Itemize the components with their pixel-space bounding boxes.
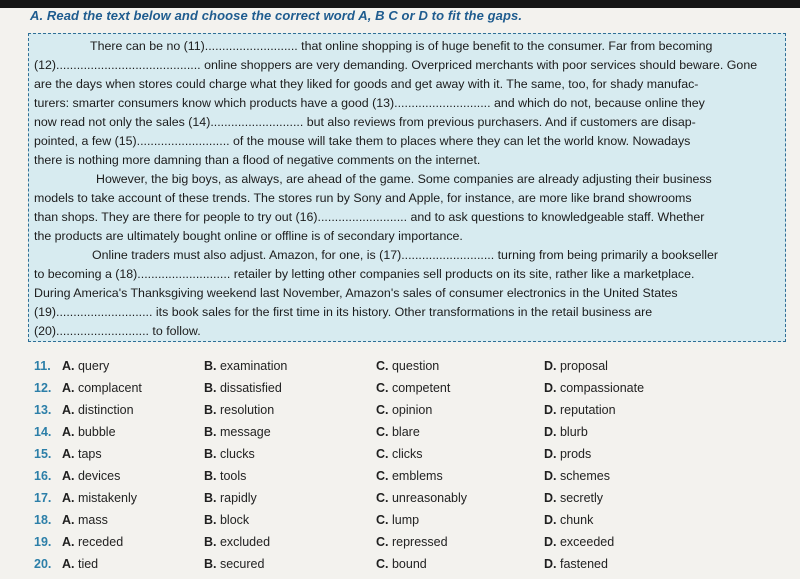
passage-line: than shops. They are there for people to try out (16).......................... and to ask questions to knowledgeable staff. Whether xyxy=(34,210,705,224)
passage-line: However, the big boys, as always, are ahead of the game. Some companies are already adjusting their business xyxy=(96,172,712,186)
option-c[interactable]: C. competent xyxy=(376,381,451,395)
option-b[interactable]: B. block xyxy=(204,513,250,527)
option-d[interactable]: D. compassionate xyxy=(544,381,645,395)
question-number: 19. xyxy=(34,535,52,549)
option-a[interactable]: A. devices xyxy=(62,469,121,483)
option-d[interactable]: D. chunk xyxy=(544,513,594,527)
passage-line: now read not only the sales (14)........................... but also reviews from previous purchasers. And if customers are disap- xyxy=(34,115,696,129)
question-number: 16. xyxy=(34,469,52,483)
question-number: 20. xyxy=(34,557,52,571)
option-d[interactable]: D. schemes xyxy=(544,469,611,483)
option-d[interactable]: D. exceeded xyxy=(544,535,615,549)
option-a[interactable]: A. bubble xyxy=(62,425,116,439)
passage-line: there is nothing more damning than a flood of negative comments on the internet. xyxy=(34,153,481,167)
option-a[interactable]: A. complacent xyxy=(62,381,142,395)
passage-line: There can be no (11)........................... that online shopping is of huge benefit to the consumer. Far from becoming xyxy=(90,39,713,53)
option-d[interactable]: D. blurb xyxy=(544,425,588,439)
option-b[interactable]: B. examination xyxy=(204,359,288,373)
option-c[interactable]: C. emblems xyxy=(376,469,443,483)
passage-line: pointed, a few (15)........................... of the mouse will take them to places where they can let the world know. Nowadays xyxy=(34,134,691,148)
option-d[interactable]: D. proposal xyxy=(544,359,608,373)
option-d[interactable]: D. reputation xyxy=(544,403,616,417)
option-c[interactable]: C. lump xyxy=(376,513,420,527)
option-b[interactable]: B. excluded xyxy=(204,535,271,549)
option-a[interactable]: A. query xyxy=(62,359,110,373)
option-c[interactable]: C. question xyxy=(376,359,440,373)
option-b[interactable]: B. secured xyxy=(204,557,265,571)
passage-line: (19)............................ its book sales for the first time in its history. Other transformations in the retail business are xyxy=(34,305,653,319)
passage-line: (20)........................... to follow. xyxy=(34,324,201,338)
question-number: 15. xyxy=(34,447,52,461)
question-number: 12. xyxy=(34,381,52,395)
option-d[interactable]: D. fastened xyxy=(544,557,608,571)
top-bar xyxy=(0,0,800,8)
question-number: 18. xyxy=(34,513,52,527)
passage-line: Online traders must also adjust. Amazon, for one, is (17)........................... turning from being primarily a bookseller xyxy=(92,248,718,262)
question-number: 13. xyxy=(34,403,52,417)
option-a[interactable]: A. distinction xyxy=(62,403,134,417)
option-b[interactable]: B. tools xyxy=(204,469,247,483)
option-c[interactable]: C. clicks xyxy=(376,447,423,461)
passage-line: turers: smarter consumers know which products have a good (13)............................ and which do not, because online they xyxy=(34,96,705,110)
question-number: 14. xyxy=(34,425,52,439)
option-a[interactable]: A. mass xyxy=(62,513,108,527)
option-a[interactable]: A. mistakenly xyxy=(62,491,138,505)
passage-line: the products are ultimately bought online or offline is of secondary importance. xyxy=(34,229,463,243)
option-a[interactable]: A. tied xyxy=(62,557,99,571)
option-b[interactable]: B. message xyxy=(204,425,271,439)
option-d[interactable]: D. prods xyxy=(544,447,592,461)
option-c[interactable]: C. repressed xyxy=(376,535,448,549)
option-a[interactable]: A. taps xyxy=(62,447,102,461)
exercise-title: A. Read the text below and choose the correct word A, B C or D to fit the gaps. xyxy=(30,8,523,23)
question-number: 11. xyxy=(34,359,51,373)
option-b[interactable]: B. rapidly xyxy=(204,491,257,505)
option-d[interactable]: D. secretly xyxy=(544,491,604,505)
passage-line: (12).......................................... online shoppers are very demanding. Overpriced merchants with poor services should beware. Gone xyxy=(34,58,758,72)
option-c[interactable]: C. blare xyxy=(376,425,420,439)
question-number: 17. xyxy=(34,491,52,505)
option-b[interactable]: B. clucks xyxy=(204,447,255,461)
passage-line: to becoming a (18)........................... retailer by letting other companies sell products on its site, rather like a marketplace. xyxy=(34,267,695,281)
option-c[interactable]: C. unreasonably xyxy=(376,491,468,505)
option-c[interactable]: C. opinion xyxy=(376,403,433,417)
option-b[interactable]: B. resolution xyxy=(204,403,275,417)
passage-line: models to take account of these trends. The stores run by Sony and Apple, for instance, are more like brand showrooms xyxy=(34,191,692,205)
passage-line: During America's Thanksgiving weekend last November, Amazon's sales of consumer electronics in the United States xyxy=(34,286,678,300)
option-c[interactable]: C. bound xyxy=(376,557,427,571)
passage-line: are the days when stores could charge what they liked for goods and get away with it. The same, too, for shady manufac- xyxy=(34,77,699,91)
option-a[interactable]: A. receded xyxy=(62,535,124,549)
option-b[interactable]: B. dissatisfied xyxy=(204,381,282,395)
